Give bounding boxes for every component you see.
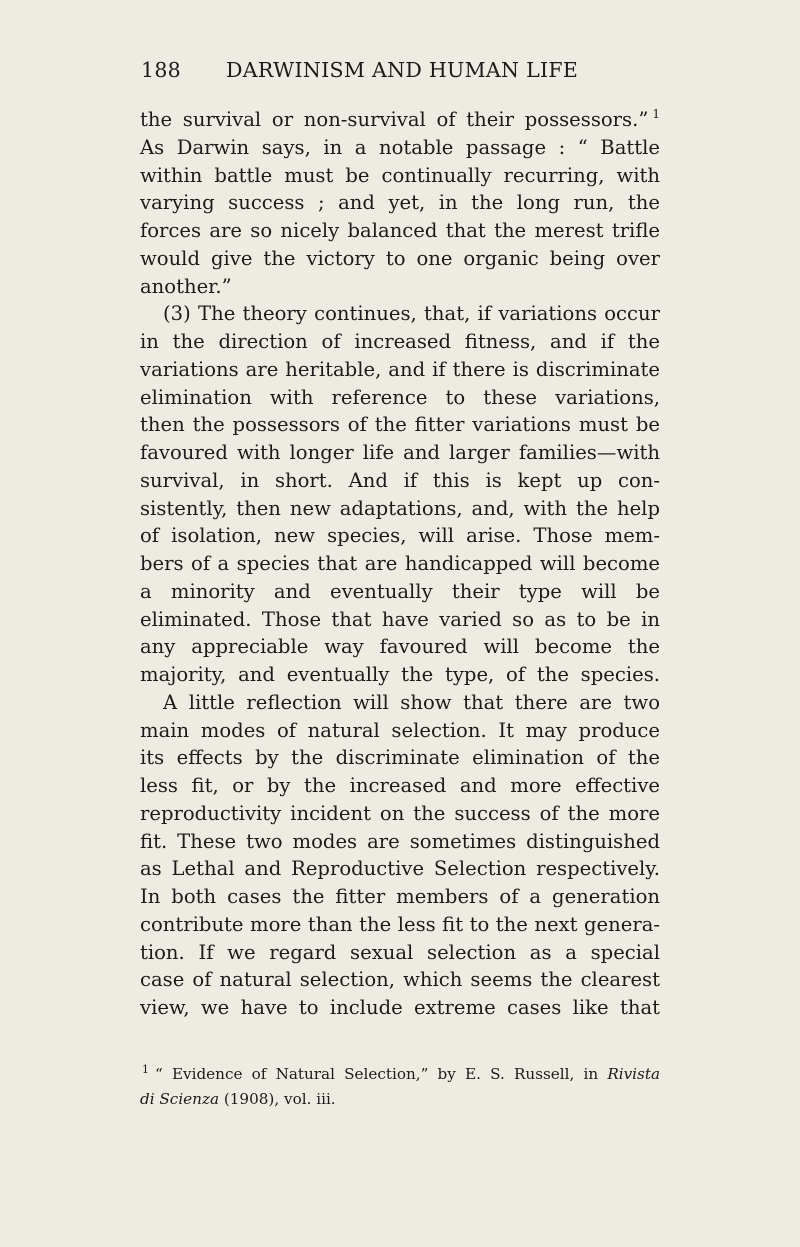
text-line: any appreciable way favoured will become the <box>140 635 660 659</box>
page-number: 188 <box>141 58 182 82</box>
text-line: reproductivity incident on the success of the more <box>140 801 660 825</box>
text-line: sistently, then new adaptations, and, with the help <box>140 496 660 520</box>
text-line: As Darwin says, in a notable passage : “ Battle <box>140 135 660 159</box>
journal-title: Rivista <box>607 1065 660 1083</box>
text-line: variations are heritable, and if there is discriminate <box>140 357 660 381</box>
page-header <box>141 58 661 88</box>
text-line: fit. These two modes are sometimes distinguished <box>140 829 660 853</box>
journal-title: di Scienza <box>140 1089 220 1108</box>
text-line: contribute more than the less fit to the next genera- <box>140 912 660 936</box>
text-line: as Lethal and Reproductive Selection respectively. <box>140 857 660 881</box>
text-line: would give the victory to one organic being over <box>140 246 660 270</box>
text-line: favoured with longer life and larger families—with <box>140 441 660 464</box>
footnote-marker: 1 <box>142 1062 149 1076</box>
text-line: In both cases the fitter members of a generation <box>140 885 660 908</box>
text-line: the survival or non-survival of their possessors.” $^1$ <box>140 107 660 131</box>
footnote-line: di Scienza (1908), vol. iii. <box>140 1089 336 1108</box>
running-head: DARWINISM AND HUMAN LIFE <box>226 58 579 82</box>
text-line: (3) The theory continues, that, if variations occur <box>163 302 660 326</box>
text-line: varying success ; and yet, in the long run, the <box>140 191 660 215</box>
text-line: its effects by the discriminate elimination of the <box>140 746 660 770</box>
text-line: survival, in short. And if this is kept up con- <box>140 468 660 492</box>
text-line: bers of a species that are handicapped will become <box>140 552 660 575</box>
text-line: in the direction of increased fitness, and if the <box>140 330 660 353</box>
text-line: elimination with reference to these variations, <box>140 385 660 409</box>
text-line: case of natural selection, which seems the clearest <box>140 968 660 992</box>
text-line: another.” <box>140 274 232 298</box>
text-line: forces are so nicely balanced that the merest trifle <box>140 219 660 242</box>
text-line: majority, and eventually the type, of the species. <box>140 663 660 686</box>
footnote-line: $^1$ “ Evidence of Natural Selection,” by E. S. Russell, in Rivista <box>142 1062 660 1083</box>
body-text <box>140 106 660 1022</box>
footnote-reference: 1 <box>652 107 660 122</box>
text-line: a minority and eventually their type will be <box>140 579 660 603</box>
text-line: within battle must be continually recurring, with <box>140 163 660 187</box>
text-line: of isolation, new species, will arise. Those mem- <box>140 524 660 548</box>
text-line: then the possessors of the fitter variations must be <box>140 413 660 437</box>
text-line: eliminated. Those that have varied so as to be in <box>140 607 660 631</box>
text-line: main modes of natural selection. It may produce <box>140 718 660 742</box>
text-line: view, we have to include extreme cases like that <box>140 996 660 1019</box>
text-line: A little reflection will show that there are two <box>163 690 660 714</box>
text-line: less fit, or by the increased and more effective <box>140 774 660 797</box>
footnote <box>140 1062 660 1111</box>
text-line: tion. If we regard sexual selection as a special <box>140 940 660 964</box>
